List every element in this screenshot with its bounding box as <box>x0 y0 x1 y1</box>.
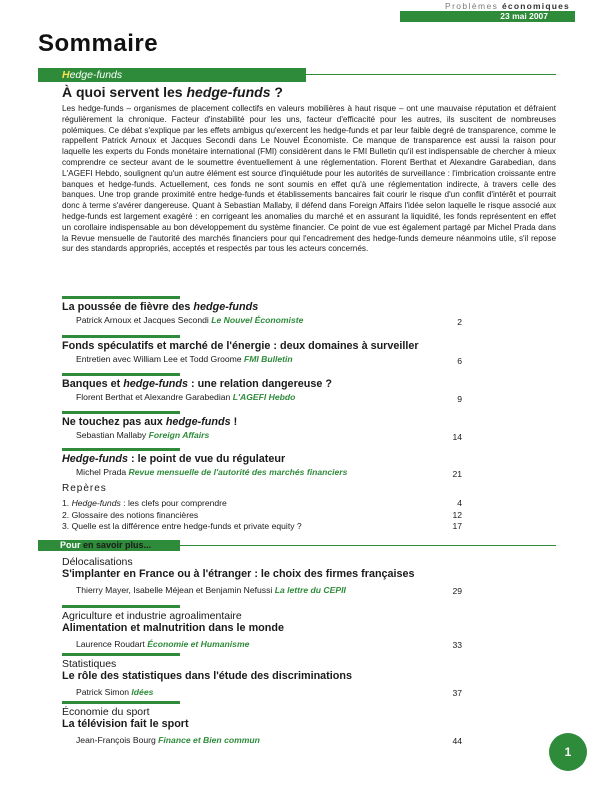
more-authors: Jean-François Bourg <box>76 735 156 745</box>
entry-title-text: Banques et <box>62 378 124 390</box>
repere-item <box>62 521 462 531</box>
entry-source: Le Nouvel Économiste <box>211 315 304 325</box>
more-source: La lettre du CEPII <box>274 585 346 595</box>
reperes-title: Repères <box>62 483 107 494</box>
entry-title-after: ! <box>230 416 238 428</box>
entry-page: 9 <box>457 394 462 404</box>
repere-number: 3. <box>62 521 70 531</box>
repere-item <box>62 498 462 508</box>
more-rule <box>62 605 180 608</box>
more-title: S'implanter en France ou à l'étranger : le choix des firmes françaises <box>62 568 415 580</box>
more-authors: Patrick Simon <box>76 687 130 697</box>
entry-page: 6 <box>457 356 462 366</box>
repere-page: 17 <box>452 521 462 531</box>
publication-title: économiques <box>502 1 570 11</box>
entry-title-text: Ne touchez pas aux <box>62 416 166 428</box>
publication-name <box>445 1 570 11</box>
entry-title <box>62 453 522 465</box>
entry-title-italic: Hedge-funds <box>62 453 128 465</box>
entry-authors: Sebastian Mallaby <box>76 430 147 440</box>
more-page: 44 <box>452 736 462 746</box>
more-rule <box>62 701 180 704</box>
issue-date: 23 mai 2007 <box>500 11 548 21</box>
more-label-bold: Pour <box>60 540 81 550</box>
section-tag-rest: edge-funds <box>69 69 123 81</box>
entry-rule <box>62 411 180 414</box>
more-page: 37 <box>452 688 462 698</box>
entry-authors: Patrick Arnoux et Jacques Secondi <box>76 315 209 325</box>
entry-rule <box>62 296 180 299</box>
entry-title <box>62 340 522 352</box>
entry-source: Revue mensuelle de l'autorité des marchés financiers <box>128 467 348 477</box>
date-bar <box>400 11 575 22</box>
more-rule <box>62 653 180 656</box>
repere-page: 12 <box>452 510 462 520</box>
main-article-title: À quoi servent les hedge-funds ? <box>62 84 283 100</box>
entry-page: 21 <box>452 469 462 479</box>
entry-rule <box>62 335 180 338</box>
entry-rule <box>62 373 180 376</box>
entry-page: 14 <box>452 432 462 442</box>
main-article-intro: Les hedge-funds – organismes de placement collectifs en valeurs mobilières à haut risque – ont une mauvaise réputation et défraient régulièrement la chronique. Facteur d'instabilité pour les uns, facteur d'efficacité pour les autres, ils suscitent de nombreuses polémiques. Ce débat s'explique par les effets ambigus qu'exercent les hedge-funds et par leur faible degré de transparence, comme le rappellent Patrick Arnoux et Jacques Secondi dans Le Nouvel Économiste. Ce manque de transparence est aussi la raison pour laquelle les experts du Fonds monétaire international (FMI) considèrent dans le FMI Bulletin qu'il est indispensable de chercher à mieux comprendre ce secteur avant de le soumettre éventuellement à une réglementation. Florent Berthat et Alexandre Garabedian, dans L'AGEFI Hebdo, soulignent qu'un autre élément est source d'inquiétude pour les autorités de surveillance : l'imbrication croissante entre banques et hedge-funds. Actuellement, ces fonds ne sont soumis en effet qu'à une réglementation indirecte, à travers celle des banques. Une trop grande proximité entre hedge-funds et établissements bancaires fait courir le risque d'un conflit d'intérêt et pourrait donc à terme s'avérer dangereuse. Quant à Sebastian Mallaby, il défend dans Foreign Affairs l'idée selon laquelle le risque associé aux hedge-funds est largement exagéré : en corrigeant les anomalies du marché et en assurant la liquidité, les fonds représentent en effet un corollaire indispensable au bon développement du système financier. Ce point de vue est également partagé par Michel Prada dans la Revue mensuelle de l'autorité des marchés financiers pour qui l'encadrement des hedge-funds demeure néanmoins utile, s'il repose sur des standards appropriés, acceptés et respectés par tous les acteurs concernés. <box>62 104 556 254</box>
publication-prefix: Problèmes <box>445 1 499 11</box>
page-title: Sommaire <box>38 30 159 57</box>
more-title: Le rôle des statistiques dans l'étude des discriminations <box>62 670 352 682</box>
entry-title-after: : une relation dangereuse ? <box>187 378 332 390</box>
entry-title-italic: hedge-funds <box>123 378 188 390</box>
repere-number: 2. <box>62 510 70 520</box>
entry-title-text: Fonds spéculatifs et marché de l'énergie : deux domaines à surveiller <box>62 340 419 352</box>
more-authors: Laurence Roudart <box>76 639 145 649</box>
entry-title-text: La poussée de fièvre des <box>62 301 194 313</box>
more-category: Agriculture et industrie agroalimentaire <box>62 610 242 622</box>
repere-item <box>62 510 462 520</box>
entry-authors: Michel Prada <box>76 467 127 477</box>
more-label-rest: en savoir plus... <box>80 540 152 550</box>
more-category: Statistiques <box>62 658 117 670</box>
entry-byline <box>76 430 476 440</box>
more-title: La télévision fait le sport <box>62 718 189 730</box>
entry-title-italic: hedge-funds <box>165 416 231 428</box>
section-divider <box>306 74 556 75</box>
more-title: Alimentation et malnutrition dans le monde <box>62 622 284 634</box>
entry-title-italic: hedge-funds <box>193 301 259 313</box>
entry-source: L'AGEFI Hebdo <box>232 392 296 402</box>
more-category: Économie du sport <box>62 706 150 718</box>
section-tag <box>38 68 306 82</box>
entry-source: Foreign Affairs <box>148 430 210 440</box>
more-source: Idées <box>131 687 154 697</box>
more-authors: Thierry Mayer, Isabelle Méjean et Benjamin Nefussi <box>76 585 273 595</box>
repere-italic: Hedge-funds <box>71 498 121 508</box>
repere-number: 1. <box>62 498 70 508</box>
entry-authors: Entretien avec William Lee et Todd Groome <box>76 354 242 364</box>
entry-byline <box>76 392 476 402</box>
section-tag-initial: H <box>62 69 70 81</box>
entry-title <box>62 416 522 428</box>
entry-page: 2 <box>457 317 462 327</box>
page-number: 1 <box>564 745 572 759</box>
repere-page: 4 <box>457 498 462 508</box>
more-divider <box>180 545 556 546</box>
entry-authors: Florent Berthat et Alexandre Garabedian <box>76 392 231 402</box>
more-source: Finance et Bien commun <box>158 735 260 745</box>
entry-title-after: : le point de vue du régulateur <box>127 453 286 465</box>
more-category: Délocalisations <box>62 556 133 568</box>
entry-rule <box>62 448 180 451</box>
more-source: Économie et Humanisme <box>147 639 250 649</box>
more-page: 29 <box>452 586 462 596</box>
repere-text: Quelle est la différence entre hedge-funds et private equity ? <box>71 521 302 531</box>
repere-text: : les clefs pour comprendre <box>120 498 227 508</box>
entry-title <box>62 378 522 390</box>
repere-text: Glossaire des notions financières <box>71 510 199 520</box>
entry-byline <box>76 467 476 477</box>
entry-byline <box>76 354 476 364</box>
entry-byline <box>76 315 476 325</box>
entry-title <box>62 301 522 313</box>
entry-source: FMI Bulletin <box>243 354 293 364</box>
more-page: 33 <box>452 640 462 650</box>
more-label <box>60 540 151 551</box>
